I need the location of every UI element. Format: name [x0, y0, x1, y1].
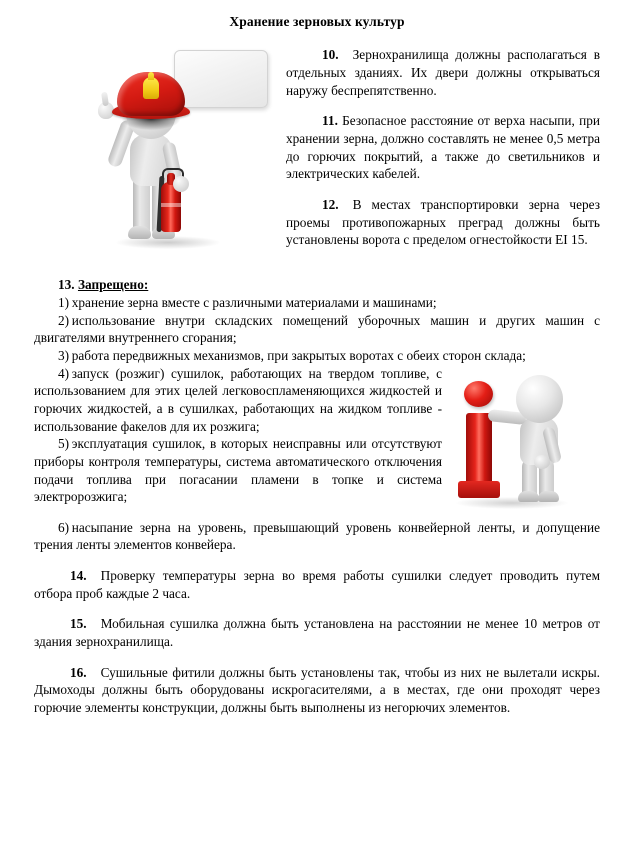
info-illustration — [450, 369, 600, 519]
info-figure-hand — [534, 455, 550, 469]
paragraph-14-text: Проверку температуры зерна во время работы сушилки следует проводить путем отбора проб каждые 2 часа. — [34, 567, 600, 601]
list-item-text: насыпание зерна на уровень, превышающий уровень конвейерной ленты, и допущение трения ленты элементов конвейера. — [34, 519, 600, 553]
paragraph-13-number: 13. — [58, 277, 75, 293]
list-item-marker: 4) — [58, 365, 70, 381]
list-item-text: эксплуатация сушилок, в которых неисправны или отсутствуют приборы контроля температуры, система автоматического отключения подачи топлива при погасании пламени в топке и система электророзжига; — [34, 436, 442, 505]
paragraph-11-number: 11. — [322, 113, 338, 129]
fireman-hand-grip — [173, 176, 189, 192]
list-item-marker: 6) — [58, 519, 70, 535]
paragraph-10-text: Зернохранилища должны располагаться в отдельных зданиях. Их двери должны открываться наружу беспрепятственно. — [286, 47, 600, 98]
extinguisher-label-band — [161, 203, 181, 207]
paragraph-12-text: В местах транспортировки зерна через проемы противопожарных преград должны быть установлены ворота с пределом огнестойкости EI 15. — [286, 196, 600, 248]
list-item — [34, 312, 600, 347]
paragraph-10-number: 10. — [322, 47, 339, 63]
paragraph-14 — [34, 567, 600, 602]
list-item-text: запуск (розжиг) сушилок, работающих на твердом топливе, с использованием для этих целей легковоспламеняющихся жидкостей и горючих жидкостей, а в сушилках, работающих на жидком топливе - использование факелов для их розжига; — [34, 365, 442, 434]
paragraph-14-number: 14. — [70, 567, 87, 583]
list-item-marker: 2) — [58, 312, 70, 328]
info-figure-head — [516, 375, 563, 423]
info-icon-stem — [466, 413, 492, 488]
speech-bubble-icon — [174, 50, 268, 108]
list-item-marker: 3) — [58, 347, 70, 363]
list-item-text: хранение зерна вместе с различными материалами и машинами; — [71, 294, 437, 310]
list-item-marker: 5) — [58, 436, 70, 452]
list-item-text: работа передвижных механизмов, при закрытых воротах с обеих сторон склада; — [71, 347, 526, 363]
paragraph-15-text: Мобильная сушилка должна быть установлена на расстоянии не менее 10 метров от здания зернохранилища. — [34, 616, 600, 649]
paragraph-12-number: 12. — [322, 196, 339, 212]
paragraph-11-text: Безопасное расстояние от верха насыпи, при хранении зерна, должно составлять не менее 0,5 метра до горючих покрытий, а также до светильников и электрических кабелей. — [286, 113, 600, 182]
paragraph-16-text: Сушильные фитили должны быть установлены так, чтобы из них не вылетали искры. Дымоходы должны быть оборудованы искрогасителями, а в местах, где они проходят через горючие элементы конструкции, должны быть выполнены из негорючих элементов. — [34, 664, 600, 715]
fireman-index-finger — [101, 92, 109, 107]
paragraph-13-heading — [34, 276, 600, 294]
fireman-figure — [90, 46, 280, 261]
fireman-foot-left — [128, 226, 151, 239]
info-figure-foot-right — [538, 491, 559, 502]
list-item-text: использование внутри складских помещений уборочных машин и других машин с двигателями внутреннего сгорания; — [34, 312, 600, 346]
paragraph-15 — [34, 615, 600, 650]
info-figure-foot-left — [518, 491, 539, 502]
info-icon-dot — [464, 381, 493, 407]
fireman-illustration — [90, 46, 280, 261]
paragraph-15-number: 15. — [70, 616, 87, 632]
paragraph-16 — [34, 664, 600, 717]
list-item-marker: 1) — [58, 294, 70, 310]
page-title: Хранение зерновых культур — [229, 14, 405, 29]
list-item — [34, 294, 600, 312]
list-item — [34, 519, 600, 554]
paragraph-13-title: Запрещено: — [77, 277, 149, 293]
list-item — [34, 347, 600, 365]
info-icon-base — [458, 481, 500, 498]
helmet-crest-badge — [143, 77, 159, 99]
info-figure — [450, 369, 600, 519]
paragraph-16-number: 16. — [70, 664, 87, 680]
